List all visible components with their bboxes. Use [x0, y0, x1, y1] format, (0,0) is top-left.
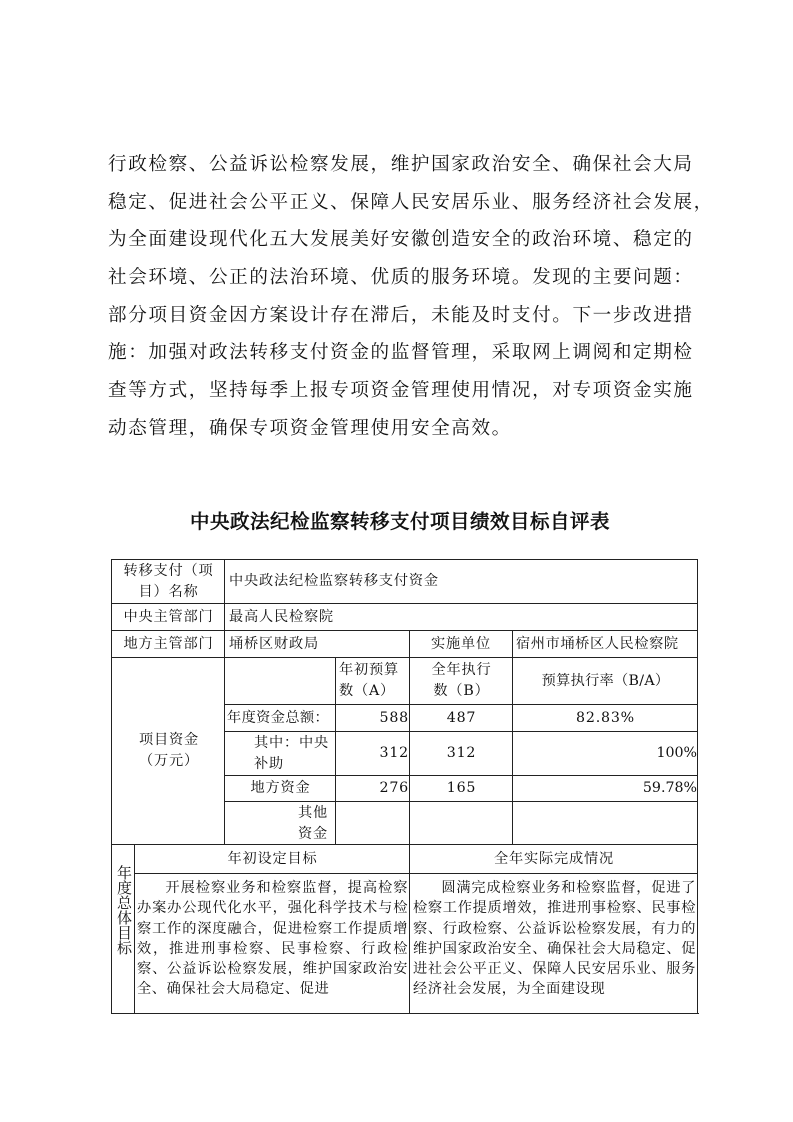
goal-actual-text: 圆满完成检察业务和检察监督，促进了检察工作提质增效，推进刑事检察、民事检察、行政检察、公益诉讼检察发展，有力的维护国家政治安全、确保社会大局稳定、促进社会公平正义、保障人民安居乐业、服务经济社会发展，为全面建设现	[413, 880, 696, 998]
paragraph-line: 为全面建设现代化五大发展美好安徽创造安全的政治环境、稳定的	[108, 229, 694, 251]
row-rate-value: 59.78%	[642, 780, 697, 796]
paragraph-line: 部分项目资金因方案设计存在滞后，未能及时支付。下一步改进措	[108, 304, 694, 326]
row-label: 地方资金	[250, 780, 311, 796]
central-dept-label: 中央主管部门	[123, 608, 214, 625]
paragraph-line: 查等方式，坚持每季上报专项资金管理使用情况，对专项资金实施	[108, 380, 694, 402]
col-rate-header: 预算执行率（B/A）	[541, 672, 670, 689]
row-a-value: 276	[379, 780, 409, 796]
paragraph-line: 稳定、促进社会公平正义、保障人民安居乐业、服务经济社会发展，	[108, 191, 714, 213]
row-label: 年度资金总额：	[227, 709, 330, 726]
local-dept-value: 埇桥区财政局	[229, 635, 319, 652]
row-rate-value	[514, 802, 697, 844]
funds-label: 项目资金（万元）	[139, 732, 199, 769]
paragraph-line: 行政检察、公益诉讼检察发展，维护国家政治安全、确保社会大局	[108, 154, 694, 175]
goal-set-text: 开展检察业务和检察监督，提高检察办案办公现代化水平，强化科学技术与检察工作的深度融合，促进检察工作提质增效，推进刑事检察、民事检察、行政检察、公益诉讼检察发展，维护国家政治安全、确保社会大局稳定、促进	[137, 880, 408, 998]
row-b-value	[411, 802, 512, 844]
row-label: 其他资金	[298, 805, 328, 842]
table-title: 中央政法纪检监察转移支付项目绩效目标自评表	[189, 510, 610, 533]
project-name-label: 转移支付（项目）名称	[123, 562, 214, 600]
col-b-header: 全年执行数（B）	[431, 662, 492, 699]
row-a-value	[337, 802, 409, 844]
col-a-header: 年初预算数（A）	[339, 662, 399, 699]
row-b-value: 165	[446, 780, 477, 796]
body-paragraph	[108, 146, 714, 448]
row-rate-value: 100%	[656, 745, 697, 761]
goal-actual-header: 全年实际完成情况	[494, 850, 614, 867]
row-rate-value: 82.83%	[576, 709, 635, 726]
local-dept-label: 地方主管部门	[123, 635, 214, 652]
row-a-value: 588	[379, 709, 409, 726]
impl-unit-value: 宿州市埇桥区人民检察院	[516, 635, 679, 652]
project-name-value: 中央政法纪检监察转移支付资金	[229, 573, 439, 589]
row-a-value: 312	[379, 745, 409, 761]
paragraph-line: 社会环境、公正的法治环境、优质的服务环境。发现的主要问题：	[108, 267, 694, 289]
row-label: 其中：中央补助	[254, 735, 329, 772]
paragraph-line: 施：加强对政法转移支付资金的监督管理，采取网上调阅和定期检	[108, 342, 694, 364]
row-b-value: 312	[446, 745, 477, 761]
paragraph-line: 动态管理，确保专项资金管理使用安全高效。	[108, 417, 512, 439]
central-dept-value: 最高人民检察院	[229, 608, 334, 625]
impl-unit-label: 实施单位	[431, 635, 491, 652]
performance-table	[111, 559, 698, 1014]
goal-set-header: 年初设定目标	[227, 850, 318, 867]
goal-label: 年度总体目标	[115, 865, 133, 955]
row-b-value: 487	[446, 709, 477, 726]
